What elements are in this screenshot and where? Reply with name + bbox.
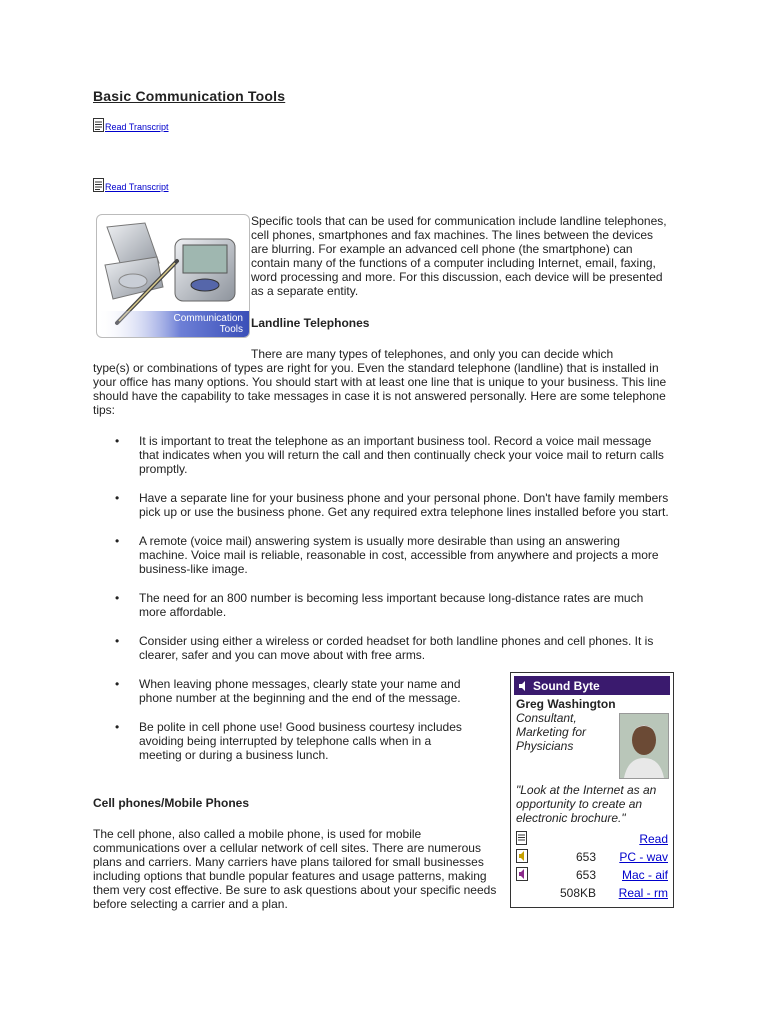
mac-aif-link[interactable]: Mac - aif [621, 868, 668, 882]
transcript-link-2[interactable] [93, 178, 169, 192]
speaker-role: Consultant, Marketing for Physicians [516, 711, 587, 753]
transcript-link-1[interactable] [93, 118, 169, 132]
sound-byte-panel [510, 672, 674, 908]
pc-wav-row [516, 849, 668, 865]
speaker-name: Greg Washington [516, 697, 616, 711]
document-icon [93, 178, 104, 192]
sound-byte-title: Sound Byte [533, 678, 600, 693]
caption-line-1: Communication [173, 313, 243, 324]
caption-line-2: Tools [219, 324, 243, 335]
list-item: • Consider using either a wireless or corded headset for both landline phones and cell phones. It is clearer, safer and you can move about with free arms. [93, 634, 669, 662]
pc-wav-link[interactable]: PC - wav [619, 850, 668, 864]
document-icon [93, 118, 104, 132]
list-item: • Have a separate line for your business phone and your personal phone. Don't have family members pick up or use the business phone. Get any required extra telephone lines installed before you start. [93, 491, 670, 519]
read-transcript-link[interactable]: Read Transcript [105, 182, 169, 192]
list-item: • A remote (voice mail) answering system is usually more desirable than using an answering machine. Voice mail is reliable, reasonable in cost, accessible from anywhere and projects a more business-like image. [93, 534, 670, 576]
list-item: • Be polite in cell phone use! Good business courtesy includes avoiding being interrupted by telephone calls when in a meeting or during a business lunch. [93, 720, 469, 762]
file-size: 653 [575, 868, 596, 882]
list-item: • When leaving phone messages, clearly state your name and phone number at the beginning and the end of the message. [93, 677, 469, 705]
landline-paragraph-first-line: There are many types of telephones, and only you can decide which [251, 347, 614, 361]
list-item: • It is important to treat the telephone as an important business tool. Record a voice mail message that indicates when you will return the call and then continually check your voice mail to return calls promptly. [93, 434, 670, 476]
cell-phones-heading: Cell phones/Mobile Phones [93, 796, 250, 810]
read-transcript-link[interactable]: Read Transcript [105, 122, 169, 132]
file-size: 653 [575, 850, 596, 864]
intro-paragraph: Specific tools that can be used for communication include landline telephones, cell phones, smartphones and fax machines. The lines between the devices are blurring. For example an advanced cell phone (the smartphone) can contain many of the functions of a computer including Internet, email, faxing, word processing and more. For this discussion, each device will be presented as a separate entity. [251, 214, 667, 298]
speaker-icon [518, 681, 529, 691]
speaker-icon [516, 867, 530, 881]
speaker-quote: "Look at the Internet as an opportunity to create an electronic brochure." [516, 783, 657, 825]
read-link[interactable]: Read [639, 832, 668, 846]
read-row [516, 831, 668, 847]
real-rm-row [516, 885, 668, 901]
landline-heading: Landline Telephones [251, 316, 370, 330]
image-caption [174, 313, 243, 335]
cell-phones-paragraph: The cell phone, also called a mobile phone, is used for mobile communications over a cellular network of cell sites. There are numerous plans and carriers. Many carriers have plans tailored for small businesses including options that bundle popular features and usage patterns, making them very cost effective. Be sure to ask questions about your specific needs before selecting a carrier and a plan. [93, 827, 497, 911]
speaker-photo [619, 713, 669, 779]
file-size: 508KB [559, 886, 596, 900]
speaker-icon [516, 849, 530, 863]
landline-paragraph: type(s) or combinations of types are right for you. Even the standard telephone (landline) that is installed in your office has many options. You should start with at least one line that is unique to your business. This line should have the capability to take messages in case it is not answered personally. Here are some telephone tips: [93, 361, 667, 417]
list-item: • The need for an 800 number is becoming less important because long-distance rates are much more affordable. [93, 591, 670, 619]
communication-tools-image [96, 214, 250, 338]
document-icon [516, 831, 527, 845]
sound-byte-header [514, 676, 670, 695]
mac-aif-row [516, 867, 668, 883]
page-title: Basic Communication Tools [93, 88, 286, 104]
real-rm-link[interactable]: Real - rm [618, 886, 668, 900]
